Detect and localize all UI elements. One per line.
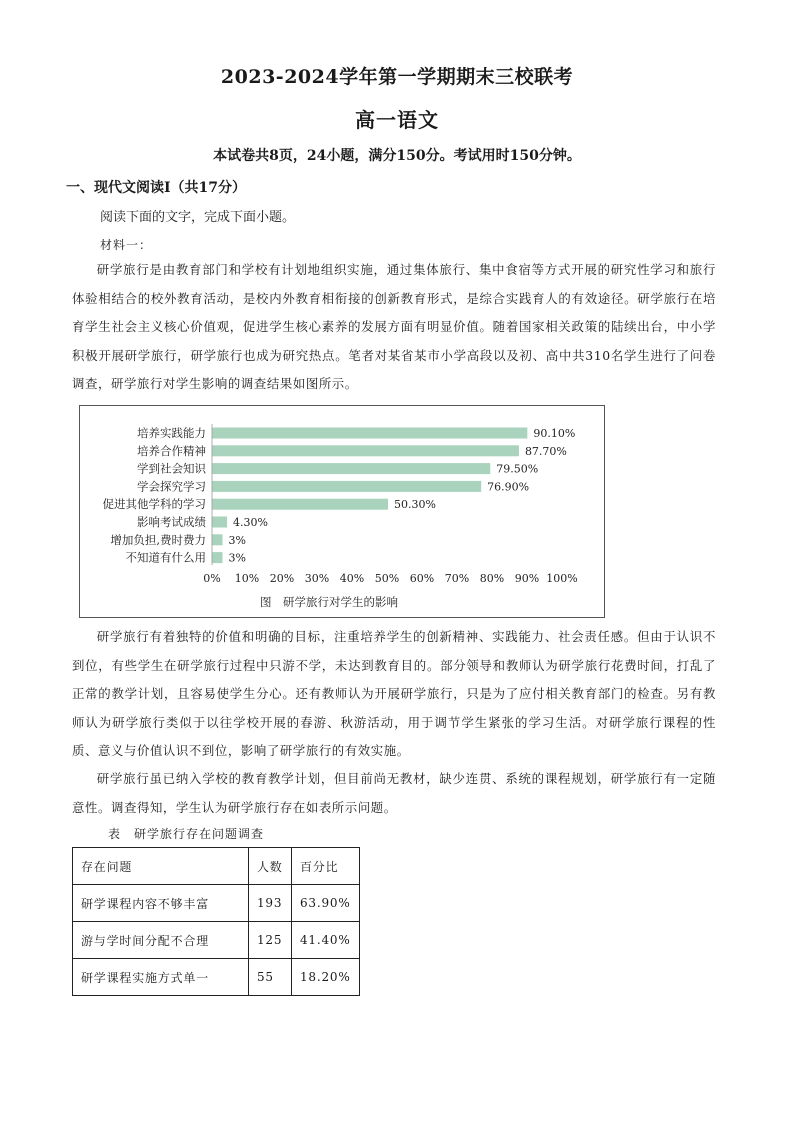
category-label: 增加负担,费时费力 bbox=[110, 532, 206, 547]
bar bbox=[212, 499, 388, 510]
header-cell-count: 人数 bbox=[249, 848, 292, 885]
section-instruction: 阅读下面的文字，完成下面小题。 bbox=[100, 210, 296, 225]
table-caption: 表 研学旅行存在问题调查 bbox=[108, 827, 265, 841]
category-label: 培养合作精神 bbox=[137, 443, 206, 458]
value-label: 76.90% bbox=[487, 480, 530, 494]
x-tick-label: 100% bbox=[546, 572, 578, 585]
table-row bbox=[73, 959, 360, 996]
value-label: 50.30% bbox=[394, 498, 437, 512]
table-cell: 41.40% bbox=[292, 922, 360, 959]
paragraph-2: 研学旅行有着独特的价值和明确的目标，注重培养学生的创新精神、实践能力、社会责任感。但由于认识不到位，有些学生在研学旅行过程中只游不学，未达到教育目的。部分领导和教师认为研学旅行花费时间，打乱了正常的教学计划，且容易使学生分心。还有教师认为开展研学旅行，只是为了应付相关教育部门的检查。另有教师认为研学旅行类似于以往学校开展的春游、秋游活动，用于调节学生紧张的学习生活。对研学旅行课程的性质、意义与价值认识不到位，影响了研学旅行的有效实施。 bbox=[72, 629, 716, 758]
category-label: 影响考试成绩 bbox=[137, 515, 206, 529]
table-cell: 研学课程实施方式单一 bbox=[73, 959, 249, 996]
value-label: 3% bbox=[228, 551, 246, 565]
bar bbox=[212, 517, 227, 528]
influence-chart bbox=[79, 405, 605, 618]
table-header-row bbox=[73, 848, 360, 885]
chart-svg bbox=[80, 406, 604, 617]
value-label: 90.10% bbox=[533, 427, 576, 440]
header-cell-percent: 百分比 bbox=[292, 848, 360, 885]
category-label: 学到社会知识 bbox=[137, 461, 206, 476]
header-cell-problem: 存在问题 bbox=[73, 848, 249, 885]
chart-title: 图 研学旅行对学生的影响 bbox=[260, 595, 398, 609]
table-cell: 研学课程内容不够丰富 bbox=[73, 885, 249, 922]
value-label: 4.30% bbox=[233, 516, 269, 529]
section-heading: 一、现代文阅读Ⅰ（共17分） bbox=[66, 180, 247, 196]
bar bbox=[212, 445, 519, 456]
material-label: 材料一： bbox=[100, 238, 153, 252]
paragraph-3: 研学旅行虽已纳入学校的教育教学计划，但目前尚无教材，缺少连贯、系统的课程规划，研学旅行有一定随意性。调查得知，学生认为研学旅行存在如表所示问题。 bbox=[72, 771, 716, 815]
table-cell: 63.90% bbox=[292, 885, 360, 922]
problem-table bbox=[72, 847, 360, 996]
table-cell: 18.20% bbox=[292, 959, 360, 996]
x-tick-label: 0% bbox=[203, 572, 221, 585]
exam-info: 本试卷共8页，24小题，满分150分。考试用时150分钟。 bbox=[213, 148, 581, 164]
x-tick-label: 60% bbox=[409, 572, 435, 585]
table-row bbox=[73, 922, 360, 959]
table-cell: 55 bbox=[249, 959, 292, 996]
bar bbox=[212, 428, 527, 439]
bar bbox=[212, 534, 223, 545]
value-label: 3% bbox=[228, 533, 246, 547]
category-label: 培养实践能力 bbox=[137, 426, 206, 440]
category-label: 不知道有什么用 bbox=[125, 550, 206, 565]
x-tick-label: 10% bbox=[234, 572, 260, 585]
table-cell: 125 bbox=[249, 922, 292, 959]
x-tick-label: 80% bbox=[479, 572, 505, 585]
value-label: 79.50% bbox=[496, 462, 539, 476]
paragraph-1: 研学旅行是由教育部门和学校有计划地组织实施，通过集体旅行、集中食宿等方式开展的研究性学习和旅行体验相结合的校外教育活动，是校内外教育相衔接的创新教育形式，是综合实践育人的有效途径。研学旅行在培育学生社会主义核心价值观，促进学生核心素养的发展方面有明显价值。随着国家相关政策的陆续出台，中小学积极开展研学旅行，研学旅行也成为研究热点。笔者对某省某市小学高段以及初、高中共310名学生进行了问卷调查，研学旅行对学生影响的调查结果如图所示。 bbox=[72, 262, 716, 391]
x-tick-label: 90% bbox=[514, 572, 540, 585]
x-tick-label: 20% bbox=[269, 572, 295, 585]
x-tick-label: 70% bbox=[444, 572, 470, 585]
table-row bbox=[73, 885, 360, 922]
bar bbox=[212, 463, 490, 474]
exam-subject: 高一语文 bbox=[355, 108, 439, 132]
table-cell: 游与学时间分配不合理 bbox=[73, 922, 249, 959]
value-label: 87.70% bbox=[524, 444, 567, 458]
category-label: 促进其他学科的学习 bbox=[102, 497, 206, 512]
table-cell: 193 bbox=[249, 885, 292, 922]
exam-title: 2023-2024学年第一学期期末三校联考 bbox=[220, 66, 574, 88]
x-tick-label: 50% bbox=[374, 572, 400, 585]
bar bbox=[212, 552, 223, 563]
category-label: 学会探究学习 bbox=[137, 479, 206, 494]
x-tick-label: 40% bbox=[339, 572, 365, 585]
x-tick-label: 30% bbox=[304, 572, 330, 585]
bar bbox=[212, 481, 481, 492]
